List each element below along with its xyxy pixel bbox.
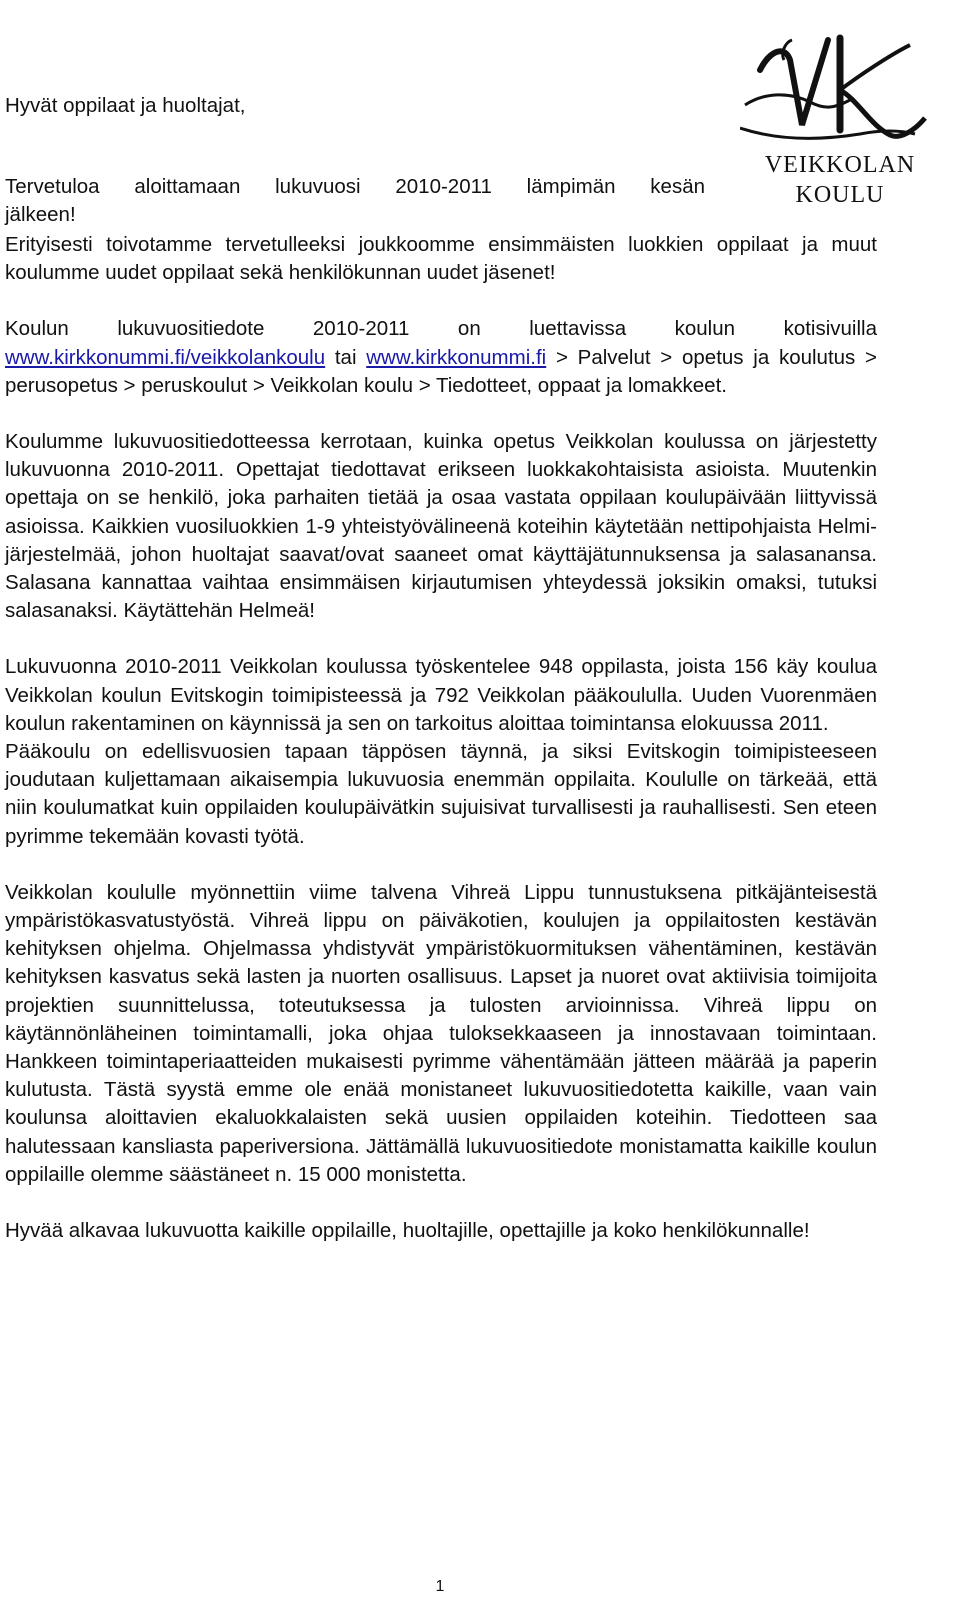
welcome-line-2: jälkeen!: [5, 203, 76, 227]
salutation-block: [5, 92, 877, 120]
info-prefix: Koulun lukuvuositiedote 2010-2011 on luettavissa koulun kotisivuilla: [5, 317, 877, 341]
logo-text-line1: VEIKKOLAN: [764, 152, 916, 178]
green-flag-paragraph: Veikkolan koululle myönnettiin viime talvena Vihreä Lippu tunnustuksena pitkäjänteisestä ympäristökasvatustyöstä. Vihreä lippu on päiväkotien, koulujen ja oppilaitosten kestävän kehityksen ohjelma. Ohjelmassa yhdistyvät ympäristökuormituksen vähentäminen, kestävän kehityksen kasvatus sekä lasten ja nuorten osallisuus. Lapset ja nuoret ovat aktiivisia toimijoita projektien suunnittelussa, toteutuksessa ja tulosten arvioinnissa. Vihreä lippu on käytännönläheinen toimintamalli, joka ohjaa tuloksekkaaseen ja innostavaan toimintaan. Hankkeen toimintaperiaatteiden mukaisesti pyrimme vähentämään jätteen määrää ja paperin kulutusta. Tästä syystä emme ole enää monistaneet lukuvuositiedotetta kaikille, vaan vain koulunsa aloittavien ekaluokkalaisten sekä uusien oppilaiden koteihin. Tiedotteen saa halutessaan kansliasta paperiversiona. Jättämällä lukuvuositiedote monistamatta kaikille koulun oppilaille olemme säästäneet n. 15 000 monistetta.: [5, 880, 877, 1186]
info-paragraph: [5, 315, 877, 400]
municipality-link[interactable]: www.kirkkonummi.fi: [366, 345, 547, 369]
veikkolan-koulu-logo: [740, 30, 940, 220]
info-suffix: > Palvelut > opetus ja koulutus > perusopetus > peruskoulut > Veikkolan koulu > Tiedotteet, oppaat ja lomakkeet.: [5, 345, 878, 397]
welcome-line: Tervetuloa aloittamaan lukuvuosi 2010-2011 lämpimän kesän: [5, 175, 705, 198]
school-homepage-link[interactable]: www.kirkkonummi.fi/veikkolankoulu: [5, 345, 326, 369]
students-paragraph: Lukuvuonna 2010-2011 Veikkolan koulussa työskentelee 948 oppilasta, joista 156 käy koulua Veikkolan koulun Evitskogin toimipisteessä ja 792 Veikkolan pääkoululla. Uuden Vuorenmäen koulun rakentaminen on käynnissä ja sen on tarkoitus aloittaa toimintansa elokuussa 2011.: [5, 655, 877, 735]
info-middle: tai: [325, 345, 367, 369]
bulletin-paragraph: Koulumme lukuvuositiedotteessa kerrotaan, kuinka opetus Veikkolan koulussa on järjestetty lukuvuonna 2010-2011. Opettajat tiedottavat erikseen luokkakohtaisista asioista. Muutenkin opettaja on se henkilö, joka parhaiten tietää ja osaa vastata oppilaan koulupäivään liittyvissä asioissa. Kaikkien vuosiluokkien 1-9 yhteistyövälineenä koteihin käytetään nettipohjaista Helmi-järjestelmää, johon huoltajat saavat/ovat saaneet omat käyttäjätunnuksensa ja salasanansa. Salasana kannattaa vaihtaa ensimmäisen kirjautumisen yhteydessä joksikin omaksi, tutuksi salasanaksi. Käytättehän Helmeä!: [5, 430, 877, 623]
closing-paragraph: Hyvää alkavaa lukuvuotta kaikille oppilaille, huoltajille, opettajille ja koko henkilökunnalle!: [5, 1219, 810, 1243]
body-text: [5, 231, 877, 1245]
logo-text-line2: KOULU: [795, 182, 885, 208]
salutation: Hyvät oppilaat ja huoltajat,: [5, 94, 246, 117]
page-number: 1: [435, 1578, 445, 1595]
main-school-paragraph: Pääkoulu on edellisvuosien tapaan täppösen täynnä, ja siksi Evitskogin toimipisteeseen joudutaan kuljettamaan aikaisempia lukuvuosia enemmän oppilaita. Koululle on tärkeää, että niin koulumatkat kuin oppilaiden koulupäivätkin sujuisivat turvallisesti ja rauhallisesti. Sen eteen pyrimme tekemään kovasti työtä.: [5, 740, 877, 848]
welcome-paragraph: Erityisesti toivotamme tervetulleeksi joukkoomme ensimmäisten luokkien oppilaat ja muut koulumme uudet oppilaat sekä henkilökunnan uudet jäsenet!: [5, 233, 877, 285]
logo-graphic: [740, 30, 940, 220]
welcome-block: [5, 173, 705, 229]
